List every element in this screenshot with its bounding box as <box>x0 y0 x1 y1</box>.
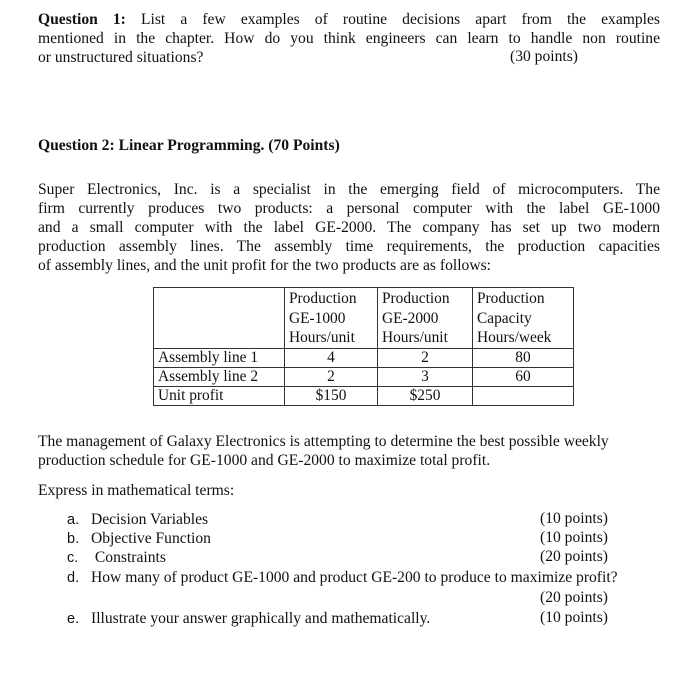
cell-ge2000: $250 <box>378 386 473 405</box>
question-2-intro <box>38 180 660 275</box>
item-e <box>67 609 430 629</box>
item-e-points: (10 points) <box>540 609 609 626</box>
item-e-marker: e. <box>67 611 80 627</box>
item-c-marker: c. <box>67 550 79 566</box>
item-a-text: Decision Variables <box>91 511 209 528</box>
table-header-empty <box>154 288 285 349</box>
cell-ge1000: 4 <box>285 348 378 367</box>
intro-line-5: of assembly lines, and the unit profit for the two products are as follows: <box>38 257 491 274</box>
intro-line-3: and a small computer with the label GE-2000. The company has set up two modern <box>38 219 660 236</box>
question-1-points: (30 points) <box>510 48 579 65</box>
item-d <box>67 568 618 588</box>
table-row <box>154 367 574 386</box>
row-label: Assembly line 2 <box>154 367 285 386</box>
item-b <box>67 529 211 549</box>
express-prompt: Express in mathematical terms: <box>38 482 235 499</box>
item-b-text: Objective Function <box>91 530 211 547</box>
question-1-label: Question 1: <box>38 11 126 28</box>
production-table <box>153 287 574 406</box>
table-header-capacity: Production Capacity Hours/week <box>473 288 574 349</box>
management-paragraph <box>38 432 609 470</box>
cell-ge2000: 2 <box>378 348 473 367</box>
question-1-line-3: or unstructured situations? <box>38 49 204 66</box>
item-a-marker: a. <box>67 512 80 528</box>
cell-capacity: 60 <box>473 367 574 386</box>
item-c-points: (20 points) <box>540 548 609 565</box>
table-header-row <box>154 288 574 349</box>
item-b-points: (10 points) <box>540 529 609 546</box>
table-row <box>154 386 574 405</box>
table-header-ge2000: Production GE-2000 Hours/unit <box>378 288 473 349</box>
item-a <box>67 510 208 530</box>
cell-ge1000: $150 <box>285 386 378 405</box>
table-row <box>154 348 574 367</box>
cell-capacity <box>473 386 574 405</box>
cell-ge2000: 3 <box>378 367 473 386</box>
item-e-text: Illustrate your answer graphically and mathematically. <box>91 610 431 627</box>
cell-ge1000: 2 <box>285 367 378 386</box>
item-b-marker: b. <box>67 531 80 547</box>
item-d-points: (20 points) <box>540 589 609 606</box>
cell-capacity: 80 <box>473 348 574 367</box>
row-label: Unit profit <box>154 386 285 405</box>
management-line-1: The management of Galaxy Electronics is attempting to determine the best possible weekly <box>38 433 609 450</box>
item-c <box>67 548 166 568</box>
question-1-line-2: mentioned in the chapter. How do you think engineers can learn to handle non routine <box>38 30 660 47</box>
item-d-text: How many of product GE-1000 and product GE-200 to produce to maximize profit? <box>91 569 618 586</box>
intro-line-2: firm currently produces two products: a personal computer with the label GE-1000 <box>38 200 660 217</box>
table-header-ge1000: Production GE-1000 Hours/unit <box>285 288 378 349</box>
intro-line-4: production assembly lines. The assembly time requirements, the production capacities <box>38 238 660 255</box>
item-d-marker: d. <box>67 570 80 586</box>
item-c-text: Constraints <box>91 549 166 566</box>
intro-line-1: Super Electronics, Inc. is a specialist in the emerging field of microcomputers. The <box>38 181 660 198</box>
management-line-2: production schedule for GE-1000 and GE-2000 to maximize total profit. <box>38 452 491 469</box>
row-label: Assembly line 1 <box>154 348 285 367</box>
item-a-points: (10 points) <box>540 510 609 527</box>
question-2-heading: Question 2: Linear Programming. (70 Points) <box>38 137 340 154</box>
question-1-line-1: Question 1: List a few examples of routine decisions apart from the examples <box>38 11 660 28</box>
